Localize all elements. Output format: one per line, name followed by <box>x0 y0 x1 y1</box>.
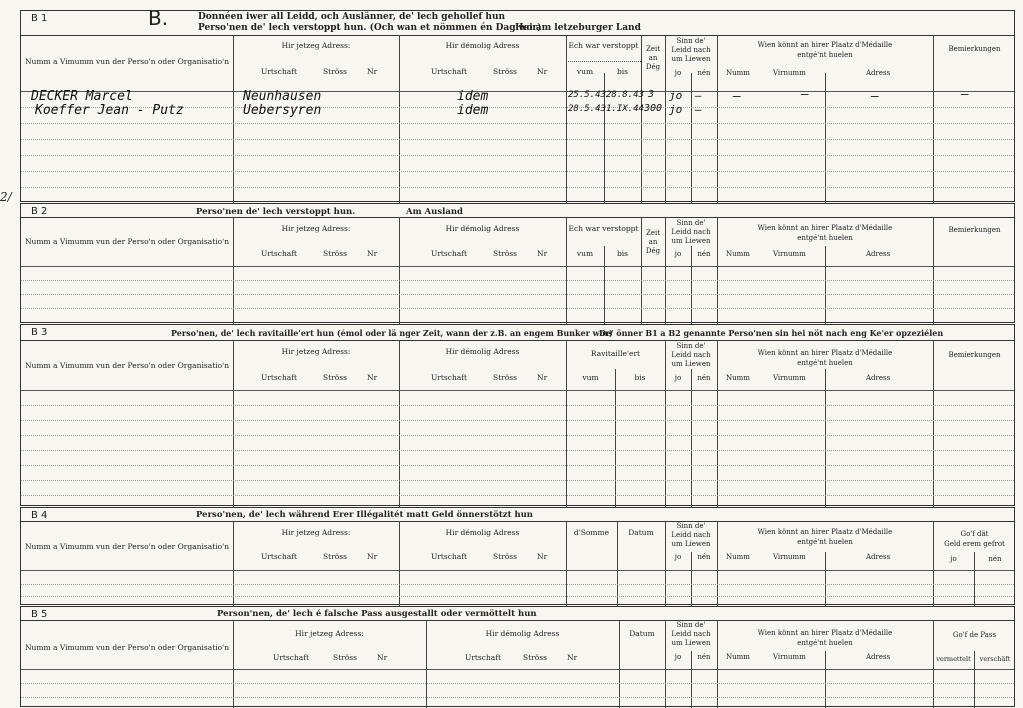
section-code: B 2 <box>31 206 48 217</box>
col-current-address: Hir jetzeg Adress: <box>281 528 351 537</box>
col-virnumm: Virnumm <box>773 374 806 382</box>
row-1-adress: — <box>871 89 879 104</box>
col-nr: Nr <box>367 552 378 561</box>
col-sinn-2: Leidd nach <box>671 531 711 539</box>
row-2-nen: — <box>695 103 702 116</box>
col-medal-1: Wien könnt an hirer Plaatz d'Médaille <box>757 41 893 49</box>
col-virnumm: Virnumm <box>773 250 806 258</box>
col-medal-1: Wien könnt an hirer Plaatz d'Médaille <box>757 349 893 357</box>
col-urtschaft: Urtschaft <box>261 552 298 561</box>
col-stross: Ströss <box>323 249 347 258</box>
col-name-header: Numm a Vimumm vun der Perso'n oder Organisatio'n <box>24 361 230 370</box>
col-sinn-3: um Liewen <box>671 540 711 548</box>
col-stross: Ströss <box>523 653 547 662</box>
col-bemierkungen: Bemierkungen <box>948 45 1001 53</box>
section-title: Perso'nen, de' lech während Erer Illégalitét matt Geld önnerstötzt hun <box>196 510 533 520</box>
section-title: Perso'nen, de' lech ravitaille'ert hun (émol oder lä nger Zeit, wann der z.B. an engem Bunker wor) <box>171 328 613 338</box>
col-virnumm: Virnumm <box>773 69 806 77</box>
row-2-place: Uebersyren <box>243 103 322 118</box>
col-bis: bis <box>616 67 629 76</box>
heading-land: Hei am letzeburger Land <box>515 23 641 33</box>
row-1-bis: 28.8.43 <box>606 90 644 100</box>
col-sinn-2: Leidd nach <box>671 228 711 236</box>
row-1-numm: — <box>733 89 741 104</box>
col-numm: Numm <box>726 553 750 561</box>
col-gof-2: Geld erem gefrot <box>944 540 1005 548</box>
col-vum: vum <box>576 67 594 76</box>
col-stross: Ströss <box>323 373 347 382</box>
row-2-bis: 1.IX.44 <box>606 104 644 114</box>
col-numm: Numm <box>726 374 750 382</box>
section-code: B 4 <box>31 510 48 521</box>
col-sinn-3: um Liewen <box>671 55 711 63</box>
section-title: Person'nen, de' lech é falsche Pass ausgestallt oder vermöttelt hun <box>217 609 537 619</box>
col-current-address: Hir jetzeg Adress: <box>281 41 351 50</box>
col-datum: Datum <box>628 528 654 537</box>
section-b1 <box>20 10 1015 202</box>
col-ravitailleert: Ravitaille'ert <box>590 349 641 358</box>
col-zeit: Zeit <box>645 45 661 53</box>
col-old-address: Hir démolig Adress <box>485 629 560 638</box>
col-numm: Numm <box>726 250 750 258</box>
col-urtschaft: Urtschaft <box>261 67 298 76</box>
col-stross: Ströss <box>323 552 347 561</box>
col-medal-1: Wien könnt an hirer Plaatz d'Médaille <box>757 528 893 536</box>
row-2-vum: 28.5.43 <box>568 104 606 114</box>
col-sinn-1: Sinn de' <box>676 621 706 629</box>
col-bis: bis <box>616 249 629 258</box>
col-urtschaft: Urtschaft <box>261 373 298 382</box>
col-verschaft: verschäft <box>979 655 1011 663</box>
row-1-place: Neunhausen <box>243 89 322 104</box>
col-sinn-2: Leidd nach <box>671 630 711 638</box>
col-vermettelt: vermettelt <box>936 655 971 663</box>
section-code: B 1 <box>31 13 48 24</box>
section-code: B 5 <box>31 609 48 620</box>
col-jo: jo <box>674 69 682 77</box>
col-adress: Adress <box>866 250 891 258</box>
col-hidden: Ech war verstoppt <box>568 41 639 50</box>
row-1-vum: 25.5.43 <box>568 90 606 100</box>
section-b2 <box>20 203 1015 323</box>
col-sinn-2: Leidd nach <box>671 351 711 359</box>
col-medal-2: entgé'nt huelen <box>797 639 853 647</box>
col-adress: Adress <box>866 374 891 382</box>
col-virnumm: Virnumm <box>773 653 806 661</box>
col-jo: jo <box>674 553 682 561</box>
col-sinn-1: Sinn de' <box>676 522 706 530</box>
col-nr: Nr <box>567 653 578 662</box>
col-numm: Numm <box>726 653 750 661</box>
col-nr: Nr <box>537 67 548 76</box>
col-jo: jo <box>674 653 682 661</box>
col-old-address: Hir démolig Adress <box>445 347 520 356</box>
row-2-name: Koeffer Jean - Putz <box>35 103 184 118</box>
col-adress: Adress <box>866 553 891 561</box>
col-sinn-1: Sinn de' <box>676 342 706 350</box>
col-urtschaft: Urtschaft <box>465 653 502 662</box>
col-urtschaft: Urtschaft <box>431 552 468 561</box>
row-2-old: idem <box>457 103 489 118</box>
col-nr: Nr <box>537 373 548 382</box>
col-sinn-3: um Liewen <box>671 360 711 368</box>
col-gof-jo: jo <box>950 555 957 563</box>
col-sinn-3: um Liewen <box>671 237 711 245</box>
col-stross: Ströss <box>333 653 357 662</box>
col-bis: bis <box>634 373 646 382</box>
col-zeit-deg: Dég <box>645 247 661 255</box>
col-vum: vum <box>576 249 594 258</box>
col-urtschaft: Urtschaft <box>431 249 468 258</box>
col-bemierkungen: Bemierkungen <box>948 226 1001 234</box>
col-numm: Numm <box>726 69 750 77</box>
section-b4 <box>20 507 1015 605</box>
col-sinn-1: Sinn de' <box>676 37 706 45</box>
col-stross: Ströss <box>323 67 347 76</box>
col-nr: Nr <box>367 249 378 258</box>
col-nen: nén <box>697 374 711 382</box>
section-land: Am Ausland <box>406 207 463 217</box>
row-1-old: idem <box>457 89 489 104</box>
col-virnumm: Virnumm <box>773 553 806 561</box>
col-nr: Nr <box>537 552 548 561</box>
col-name-header: Numm a Vimumm vun der Perso'n oder Organisatio'n <box>24 237 230 246</box>
col-urtschaft: Urtschaft <box>431 67 468 76</box>
section-title: Perso'nen de' lech verstoppt hun. <box>196 207 356 217</box>
col-nr: Nr <box>377 653 388 662</box>
col-name-header: Numm a Vimumm vun der Perso'n oder Organisatio'n <box>24 57 230 66</box>
row-2-jo: jo <box>669 103 683 116</box>
col-pass: Go'f de Pass <box>952 631 997 639</box>
row-2-days: 300 <box>644 103 663 114</box>
col-nen: nén <box>697 69 711 77</box>
col-nr: Nr <box>367 373 378 382</box>
col-vum: vum <box>582 373 599 382</box>
col-stross: Ströss <box>493 552 517 561</box>
row-1-virnumm: — <box>801 87 809 102</box>
col-medal-2: entgé'nt huelen <box>797 234 853 242</box>
col-adress: Adress <box>866 653 891 661</box>
col-urtschaft: Urtschaft <box>273 653 310 662</box>
col-nr: Nr <box>537 249 548 258</box>
col-medal-2: entgé'nt huelen <box>797 359 853 367</box>
col-old-address: Hir démolig Adress <box>445 224 520 233</box>
col-stross: Ströss <box>493 249 517 258</box>
row-1-bem: — <box>961 87 969 102</box>
col-datum: Datum <box>629 629 655 638</box>
col-old-address: Hir démolig Adress <box>445 41 520 50</box>
col-current-address: Hir jetzeg Adress: <box>281 347 351 356</box>
col-old-address: Hir démolig Adress <box>445 528 520 537</box>
col-current-address: Hir jetzeg Adress: <box>281 224 351 233</box>
col-hidden: Ech war verstoppt <box>568 224 639 233</box>
col-jo: jo <box>674 374 682 382</box>
col-zeit-an: an <box>648 54 658 62</box>
row-1-name: DECKER Marcel <box>31 89 133 104</box>
row-1-nen: — <box>695 89 702 102</box>
col-bemierkungen: Bemierkungen <box>948 351 1001 359</box>
row-1-days: 3 <box>648 89 655 100</box>
col-urtschaft: Urtschaft <box>431 373 468 382</box>
col-jo: jo <box>674 250 682 258</box>
col-zeit: Zeit <box>645 229 661 237</box>
col-medal-2: entgé'nt huelen <box>797 538 853 546</box>
col-stross: Ströss <box>493 373 517 382</box>
col-sinn-2: Leidd nach <box>671 46 711 54</box>
margin-mark: 2/ <box>0 190 12 204</box>
section-b3 <box>20 324 1015 506</box>
col-sinn-1: Sinn de' <box>676 219 706 227</box>
col-medal-1: Wien könnt an hirer Plaatz d'Médaille <box>757 629 893 637</box>
col-zeit-an: an <box>648 238 658 246</box>
col-sinn-3: um Liewen <box>671 639 711 647</box>
section-b5 <box>20 606 1015 707</box>
col-gof-nen: nén <box>988 555 1002 563</box>
col-name-header: Numm a Vimumm vun der Perso'n oder Organisatio'n <box>24 542 230 551</box>
col-medal-1: Wien könnt an hirer Plaatz d'Médaille <box>757 224 893 232</box>
col-somme: d'Somme <box>573 528 610 537</box>
section-letter: B. <box>148 6 169 30</box>
col-name-header: Numm a Vimumm vun der Perso'n oder Organisatio'n <box>24 643 230 652</box>
col-current-address: Hir jetzeg Adress: <box>295 629 364 638</box>
col-urtschaft: Urtschaft <box>261 249 298 258</box>
col-nen: nén <box>697 250 711 258</box>
col-nen: nén <box>697 653 711 661</box>
heading-line-1: Donnéen iwer all Leidd, och Auslänner, de' lech gehollef hun <box>198 12 506 22</box>
col-adress: Adress <box>866 69 891 77</box>
col-stross: Ströss <box>493 67 517 76</box>
section-note: De' önner B1 a B2 genannte Perso'nen sin hei nöt nach eng Ke'er opzeziélen <box>599 328 944 338</box>
col-medal-2: entgé'nt huelen <box>797 51 853 59</box>
col-gof-1: Go'f dät <box>960 530 989 538</box>
section-code: B 3 <box>31 327 48 338</box>
col-zeit-deg: Dég <box>645 63 661 71</box>
col-nen: nén <box>697 553 711 561</box>
heading-line-2: Perso'nen de' lech verstoppt hun. (Och wan et nömmen én Dag wor) <box>198 23 542 33</box>
col-nr: Nr <box>367 67 378 76</box>
row-1-jo: jo <box>669 89 683 102</box>
